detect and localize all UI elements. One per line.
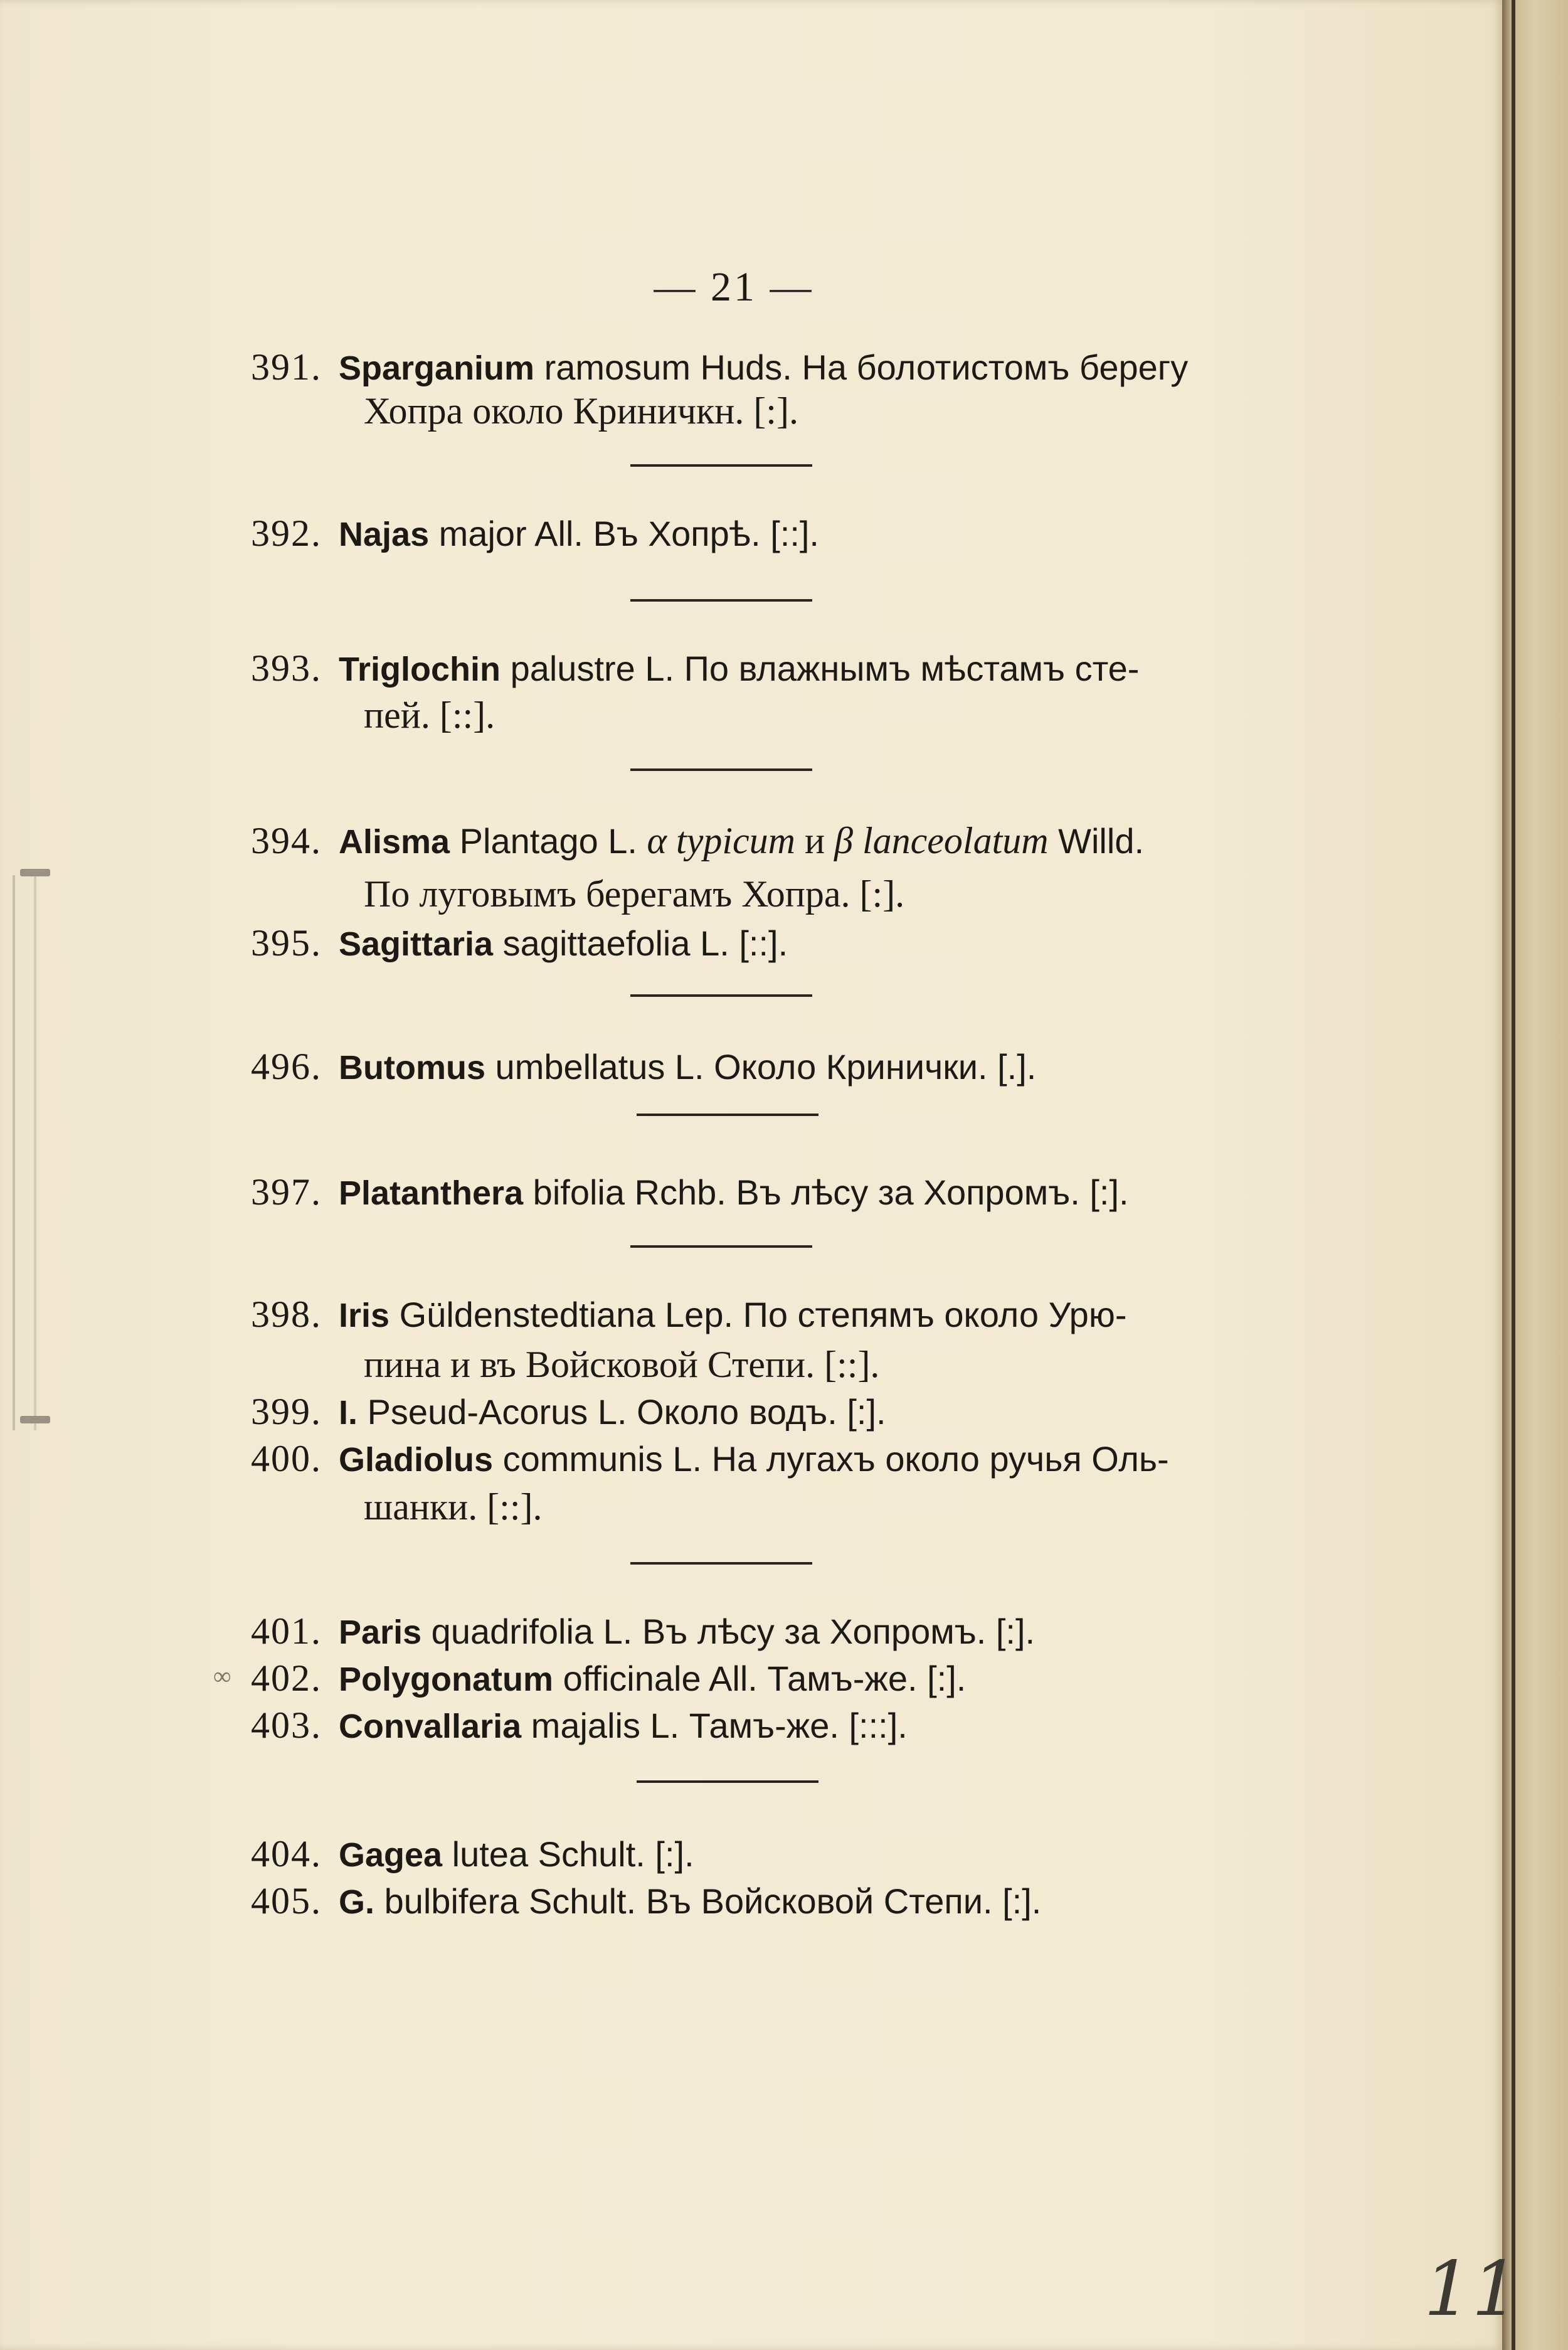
genus-name: Triglochin (339, 651, 501, 688)
entry-398-continuation: пина и въ Войсковой Степи. [::]. (364, 1344, 880, 1385)
entry-text: communis L. На лугахъ около ручья Оль- (493, 1439, 1169, 1479)
entry-398 (251, 1289, 1204, 1341)
entry-text: quadrifolia L. Въ лѣсу за Хопромъ. [:]. (421, 1612, 1036, 1651)
entry-393-continuation: пей. [::]. (364, 694, 495, 736)
entry-number: 392. (251, 513, 322, 554)
entry-text: bulbifera Schult. Въ Войсковой Степи. [:]. (374, 1881, 1042, 1921)
entry-403 (251, 1700, 1204, 1752)
binding-thread (13, 875, 36, 1430)
entry-397 (251, 1167, 1204, 1218)
genus-name: Iris (339, 1297, 390, 1334)
entry-text: Willd. (1048, 821, 1145, 861)
entry-text: major All. Въ Хопрѣ. [::]. (429, 514, 819, 553)
entry-text: officinale All. Тамъ-же. [:]. (553, 1659, 967, 1698)
entry-394-continuation: По луговымъ берегамъ Хопра. [:]. (364, 873, 905, 915)
entry-395 (251, 918, 1204, 969)
section-rule (637, 1114, 818, 1116)
entry-402 (251, 1653, 1204, 1704)
page-number: — 21 — (654, 264, 814, 310)
section-rule (637, 1780, 818, 1783)
entry-text: majalis L. Тамъ-же. [:::]. (521, 1706, 908, 1745)
genus-name: Convallaria (339, 1708, 522, 1745)
entry-text: umbellatus L. Около Кринички. [.]. (485, 1047, 1037, 1087)
genus-name: Polygonatum (339, 1661, 554, 1698)
section-rule (630, 464, 812, 467)
entry-number: 403. (251, 1704, 322, 1746)
binding-knot-top (20, 869, 50, 876)
entry-401 (251, 1606, 1204, 1657)
genus-name: Sagittaria (339, 925, 494, 963)
genus-name: Butomus (339, 1049, 485, 1087)
entry-number: 405. (251, 1880, 322, 1922)
entry-number: 398. (251, 1294, 322, 1335)
genus-name: Sparganium (339, 349, 535, 387)
entry-number: 399. (251, 1391, 322, 1432)
entry-391-continuation: Хопра около Криничкн. [:]. (364, 390, 798, 432)
entry-number: 401. (251, 1610, 322, 1652)
entry-text: palustre L. По влажнымъ мѣстамъ сте- (501, 649, 1140, 688)
entry-496 (251, 1041, 1204, 1093)
entry-text: Plantago L. (450, 821, 647, 861)
entry-text: lutea Schult. [:]. (442, 1834, 694, 1874)
binding-knot-bottom (20, 1416, 50, 1423)
entry-text: Pseud-Acorus L. Около водъ. [:]. (358, 1392, 886, 1432)
entry-number: 394. (251, 820, 322, 861)
section-rule (630, 599, 812, 602)
entry-405 (251, 1876, 1204, 1927)
entry-text: ramosum Huds. На болотистомъ берегу (534, 348, 1189, 387)
margin-mark: ∞ (213, 1662, 231, 1690)
page-edge-line (1512, 0, 1515, 2350)
entry-404 (251, 1829, 1204, 1880)
genus-name: Najas (339, 516, 430, 553)
entry-393 (251, 643, 1204, 694)
entry-392 (251, 508, 1204, 560)
variety-name: α typicum (647, 820, 795, 861)
entry-number: 397. (251, 1171, 322, 1213)
entry-399 (251, 1386, 1204, 1438)
genus-name: Platanthera (339, 1174, 524, 1212)
section-rule (630, 768, 812, 771)
genus-name: I. (339, 1394, 358, 1432)
entry-400 (251, 1433, 1204, 1485)
entry-number: 404. (251, 1833, 322, 1874)
section-rule (630, 994, 812, 997)
entry-text: и (795, 820, 835, 861)
section-rule (630, 1562, 812, 1565)
variety-name: β lanceolatum (834, 820, 1049, 861)
genus-name: G. (339, 1883, 375, 1921)
entry-text: bifolia Rchb. Въ лѣсу за Хопромъ. [:]. (523, 1172, 1129, 1212)
entry-number: 400. (251, 1438, 322, 1479)
section-rule (630, 1245, 812, 1248)
entry-number: 393. (251, 647, 322, 689)
entry-text: sagittaefolia L. [::]. (493, 923, 788, 963)
genus-name: Paris (339, 1614, 422, 1651)
handwritten-folio-number: 11 (1424, 2246, 1520, 2333)
genus-name: Alisma (339, 823, 450, 861)
genus-name: Gagea (339, 1836, 443, 1874)
entry-number: 391. (251, 346, 322, 388)
entry-number: 395. (251, 922, 322, 964)
genus-name: Gladiolus (339, 1441, 494, 1479)
entry-number: 402. (251, 1657, 322, 1699)
entry-394 (251, 816, 1204, 867)
entry-number: 496. (251, 1046, 322, 1087)
entry-text: Güldenstedtiana Lep. По степямъ около Урю- (389, 1295, 1127, 1334)
entry-400-continuation: шанки. [::]. (364, 1486, 543, 1528)
